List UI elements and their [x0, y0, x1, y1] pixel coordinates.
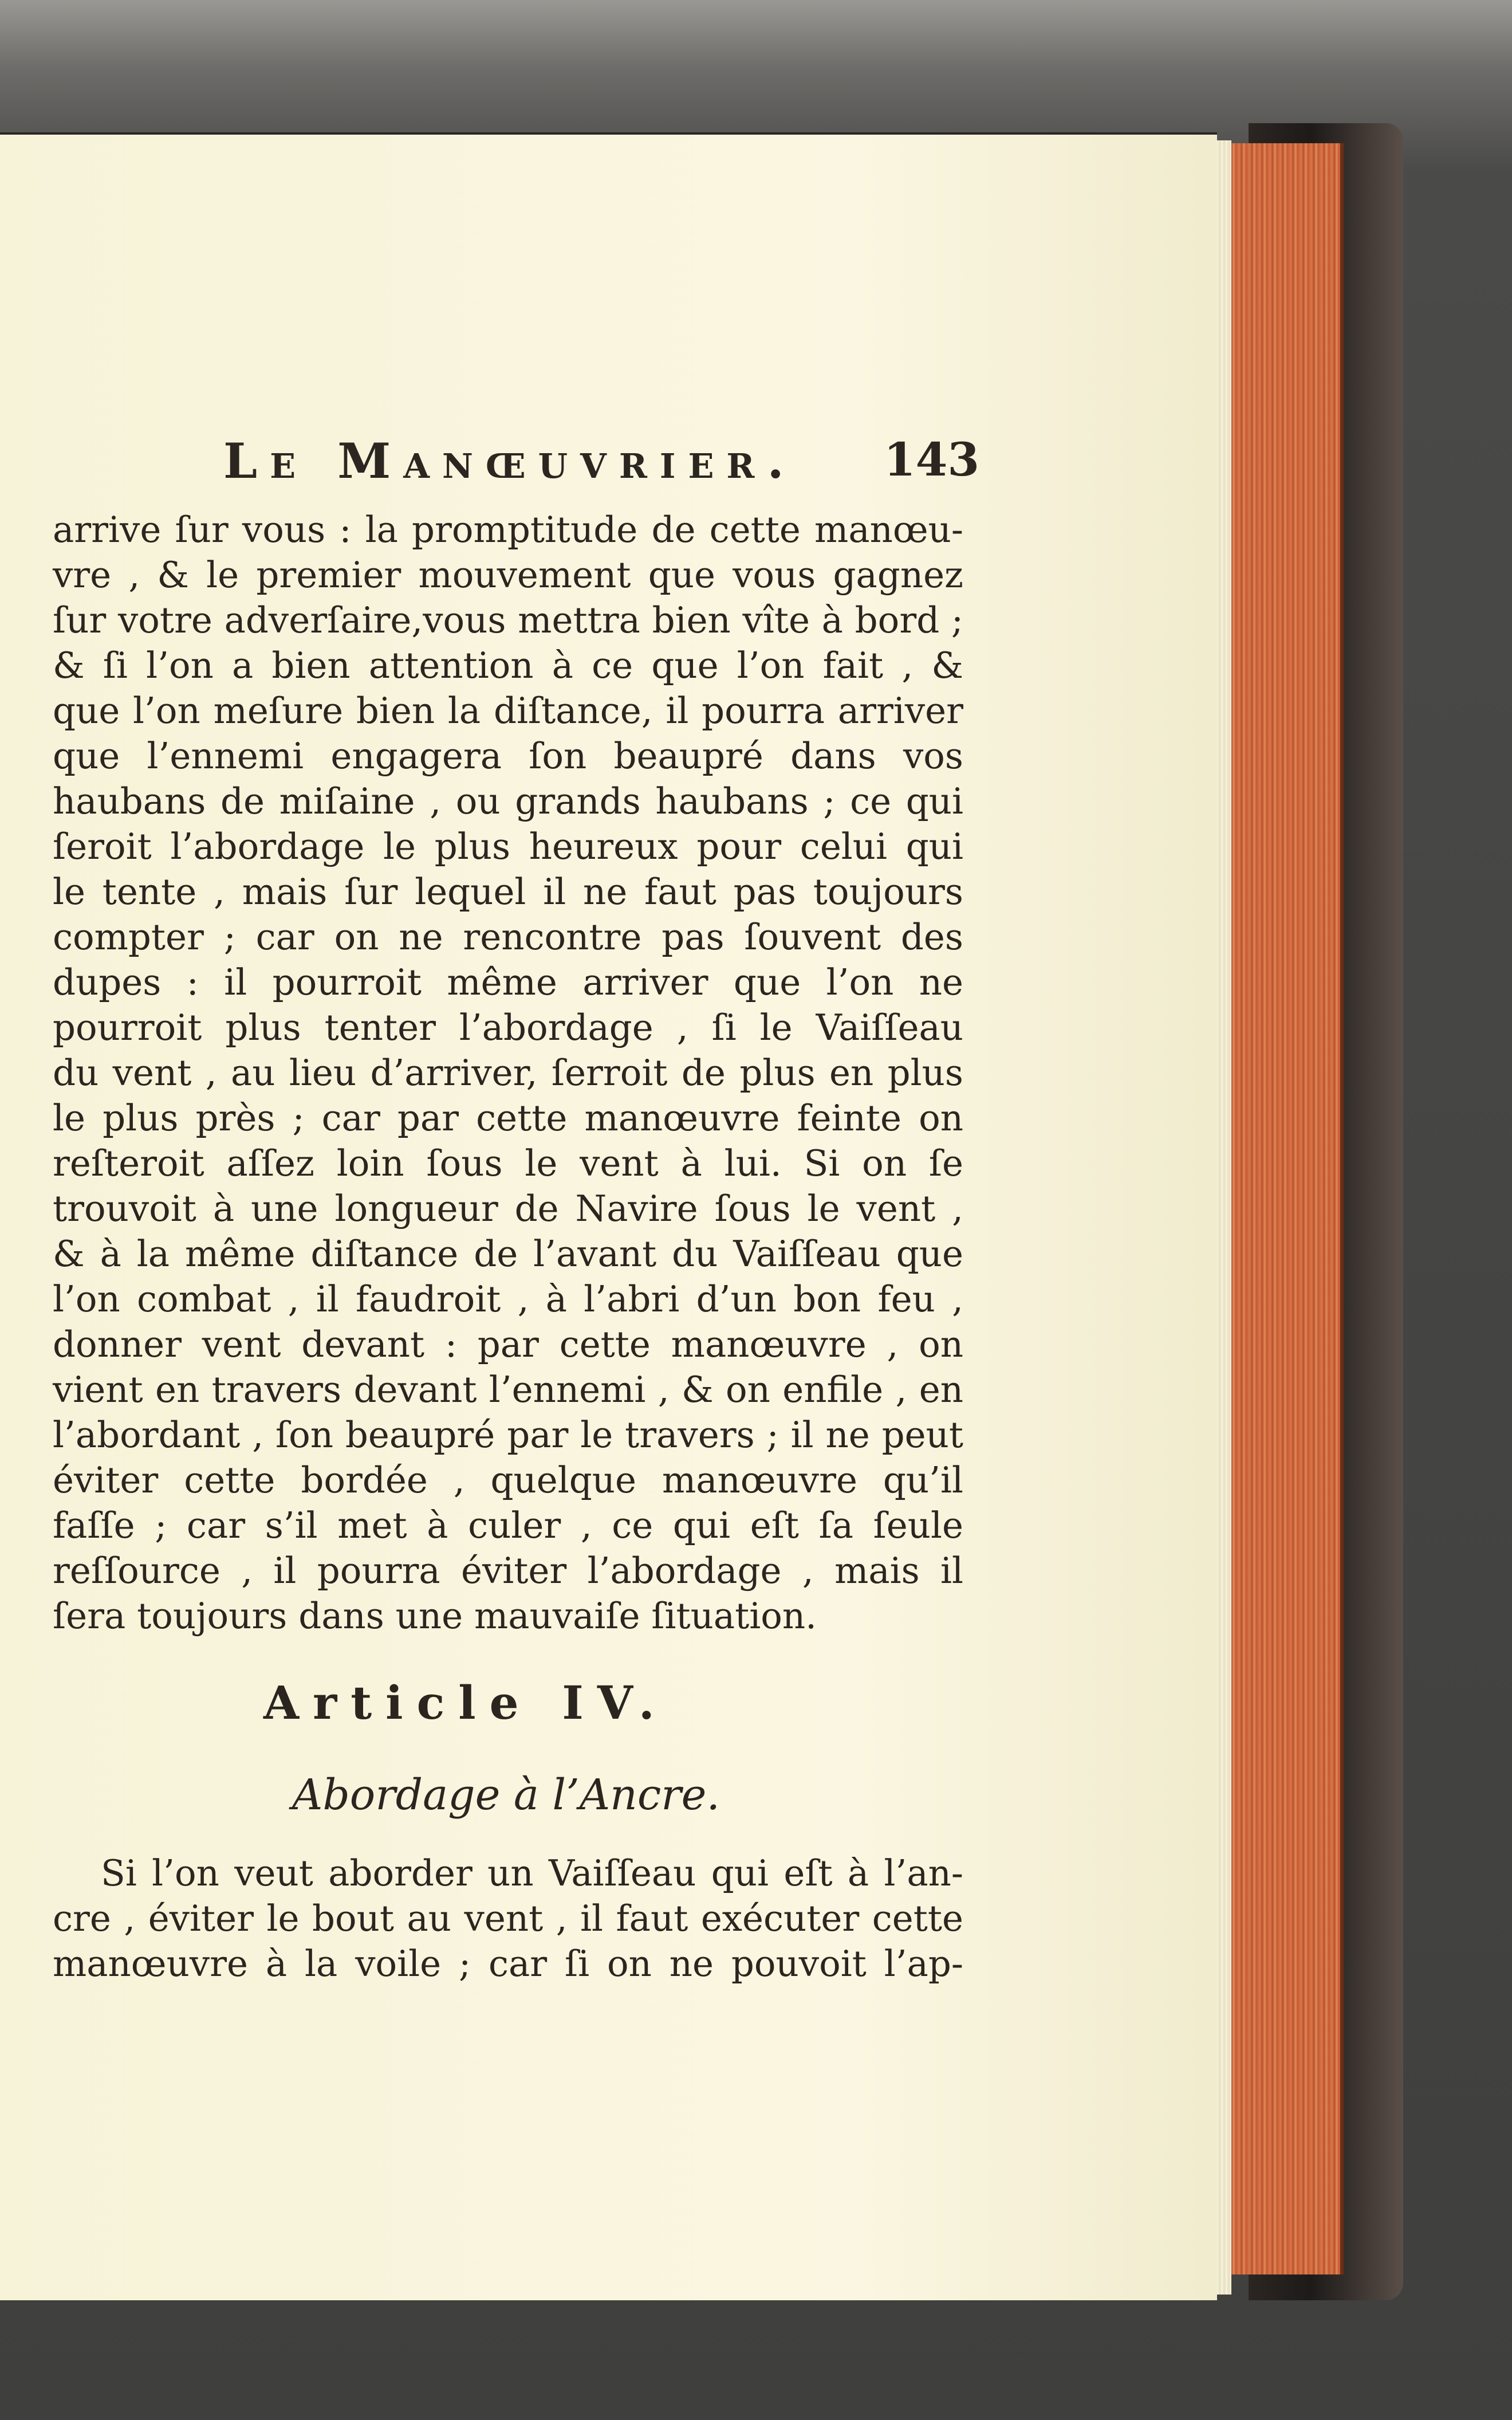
text-line: ſera toujours dans une mauvaiſe ſituation.: [53, 1595, 817, 1637]
text-line: pourroit plus tenter l’abordage , ſi le Vaiſſeau: [53, 1007, 963, 1048]
text-line: du vent , au lieu d’arriver, ſerroit de plus en plus: [53, 1052, 963, 1094]
text-line: que l’on meſure bien la diſtance, il pourra arriver: [53, 690, 963, 732]
text-line: haubans de miſaine , ou grands haubans ; ce qui: [53, 780, 963, 822]
text-line: arrive ſur vous : la promptitude de cette manœu-: [53, 509, 963, 551]
page-header: [223, 433, 979, 496]
text-line: dupes : il pourroit même arriver que l’on ne: [53, 961, 963, 1003]
page-edges-red: [1226, 143, 1344, 2274]
text-line: ſeroit l’abordage le plus heureux pour celui qui: [53, 826, 963, 867]
text-line: ſur votre adverſaire,vous mettra bien vîte à bord ;: [53, 599, 963, 641]
text-line: le plus près ; car par cette manœuvre feinte on: [53, 1097, 963, 1139]
article-subheading: Abordage à l’Ancre.: [292, 1770, 720, 1820]
paragraph-1: [53, 507, 963, 1639]
running-title: Le Manœuvrier.: [223, 433, 797, 489]
text-line: éviter cette bordée , quelque manœuvre qu’il: [53, 1459, 963, 1501]
text-line: l’abordant , ſon beaupré par le travers ; il ne peut: [53, 1414, 963, 1456]
text-line: vient en travers devant l’ennemi , & on enfile , en: [53, 1369, 963, 1411]
text-line: & ſi l’on a bien attention à ce que l’on fait , &: [53, 645, 963, 686]
text-line: reſteroit aſſez loin ſous le vent à lui. Si on ſe: [53, 1142, 963, 1184]
text-line: faſſe ; car s’il met à culer , ce qui eſt ſa ſeule: [53, 1504, 963, 1546]
text-line: cre , éviter le bout au vent , il faut exécuter cette: [53, 1897, 963, 1939]
text-line: que l’ennemi engagera ſon beaupré dans vos: [53, 735, 963, 777]
text-line: & à la même diſtance de l’avant du Vaiſſeau que: [53, 1233, 963, 1275]
paragraph-2: [53, 1851, 963, 1986]
text-line: l’on combat , il faudroit , à l’abri d’un bon feu ,: [53, 1278, 963, 1320]
text-line: compter ; car on ne rencontre pas ſouvent des: [53, 916, 963, 958]
page-number: 143: [884, 433, 979, 486]
text-line: vre , & le premier mouvement que vous gagnez: [53, 554, 963, 596]
text-line: Si l’on veut aborder un Vaiſſeau qui eſt à l’an-: [101, 1852, 963, 1894]
text-line: le tente , mais ſur lequel il ne faut pas toujours: [53, 871, 963, 913]
text-line: donner vent devant : par cette manœuvre , on: [53, 1323, 963, 1365]
text-line: trouvoit à une longueur de Navire ſous le vent ,: [53, 1188, 963, 1229]
article-heading: Article IV.: [263, 1676, 668, 1730]
text-line: manœuvre à la voile ; car ſi on ne pouvoit l’ap-: [53, 1943, 963, 1985]
book-page: [0, 135, 1217, 2300]
text-line: reſſource , il pourra éviter l’abordage , mais il: [53, 1550, 963, 1592]
